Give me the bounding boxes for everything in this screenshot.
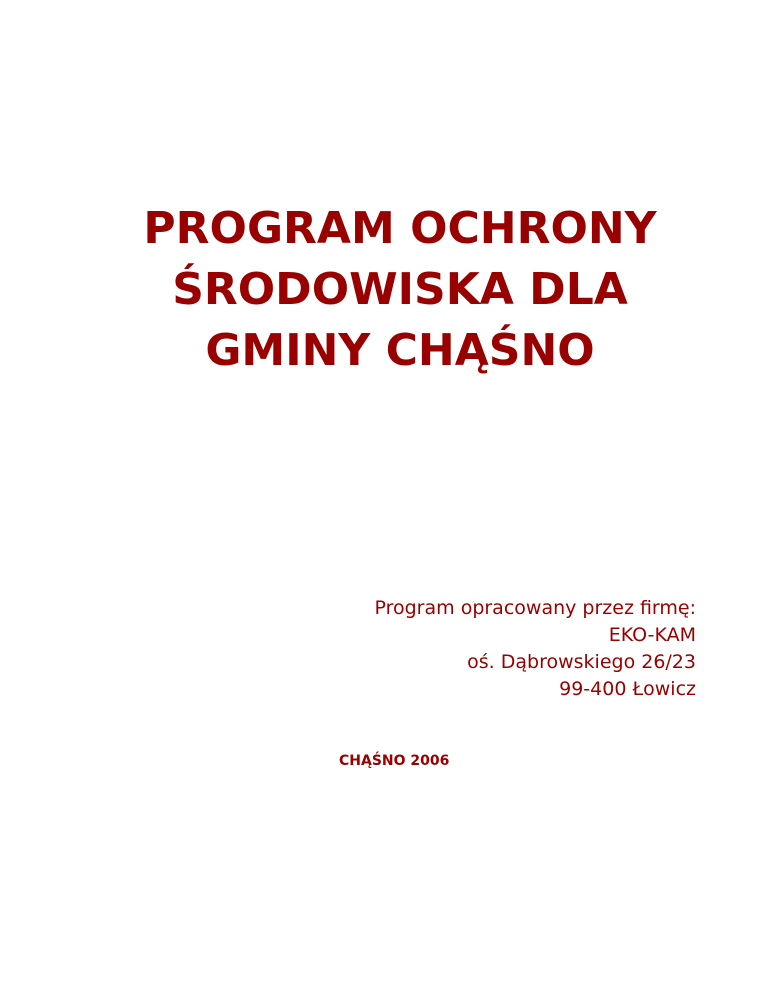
company-city: 99-400 Łowicz <box>559 678 696 700</box>
place-date: CHĄŚNO 2006 <box>339 753 450 769</box>
document-title <box>70 198 730 381</box>
prepared-by-label: Program opracowany przez firmę: <box>374 597 696 619</box>
company-street: oś. Dąbrowskiego 26/23 <box>467 651 696 673</box>
company-name: EKO-KAM <box>608 624 696 646</box>
title-line-1: PROGRAM OCHRONY <box>143 203 657 254</box>
title-line-3: GMINY CHĄŚNO <box>205 325 595 376</box>
author-block <box>296 595 696 703</box>
title-line-2: ŚRODOWISKA DLA <box>172 264 628 315</box>
